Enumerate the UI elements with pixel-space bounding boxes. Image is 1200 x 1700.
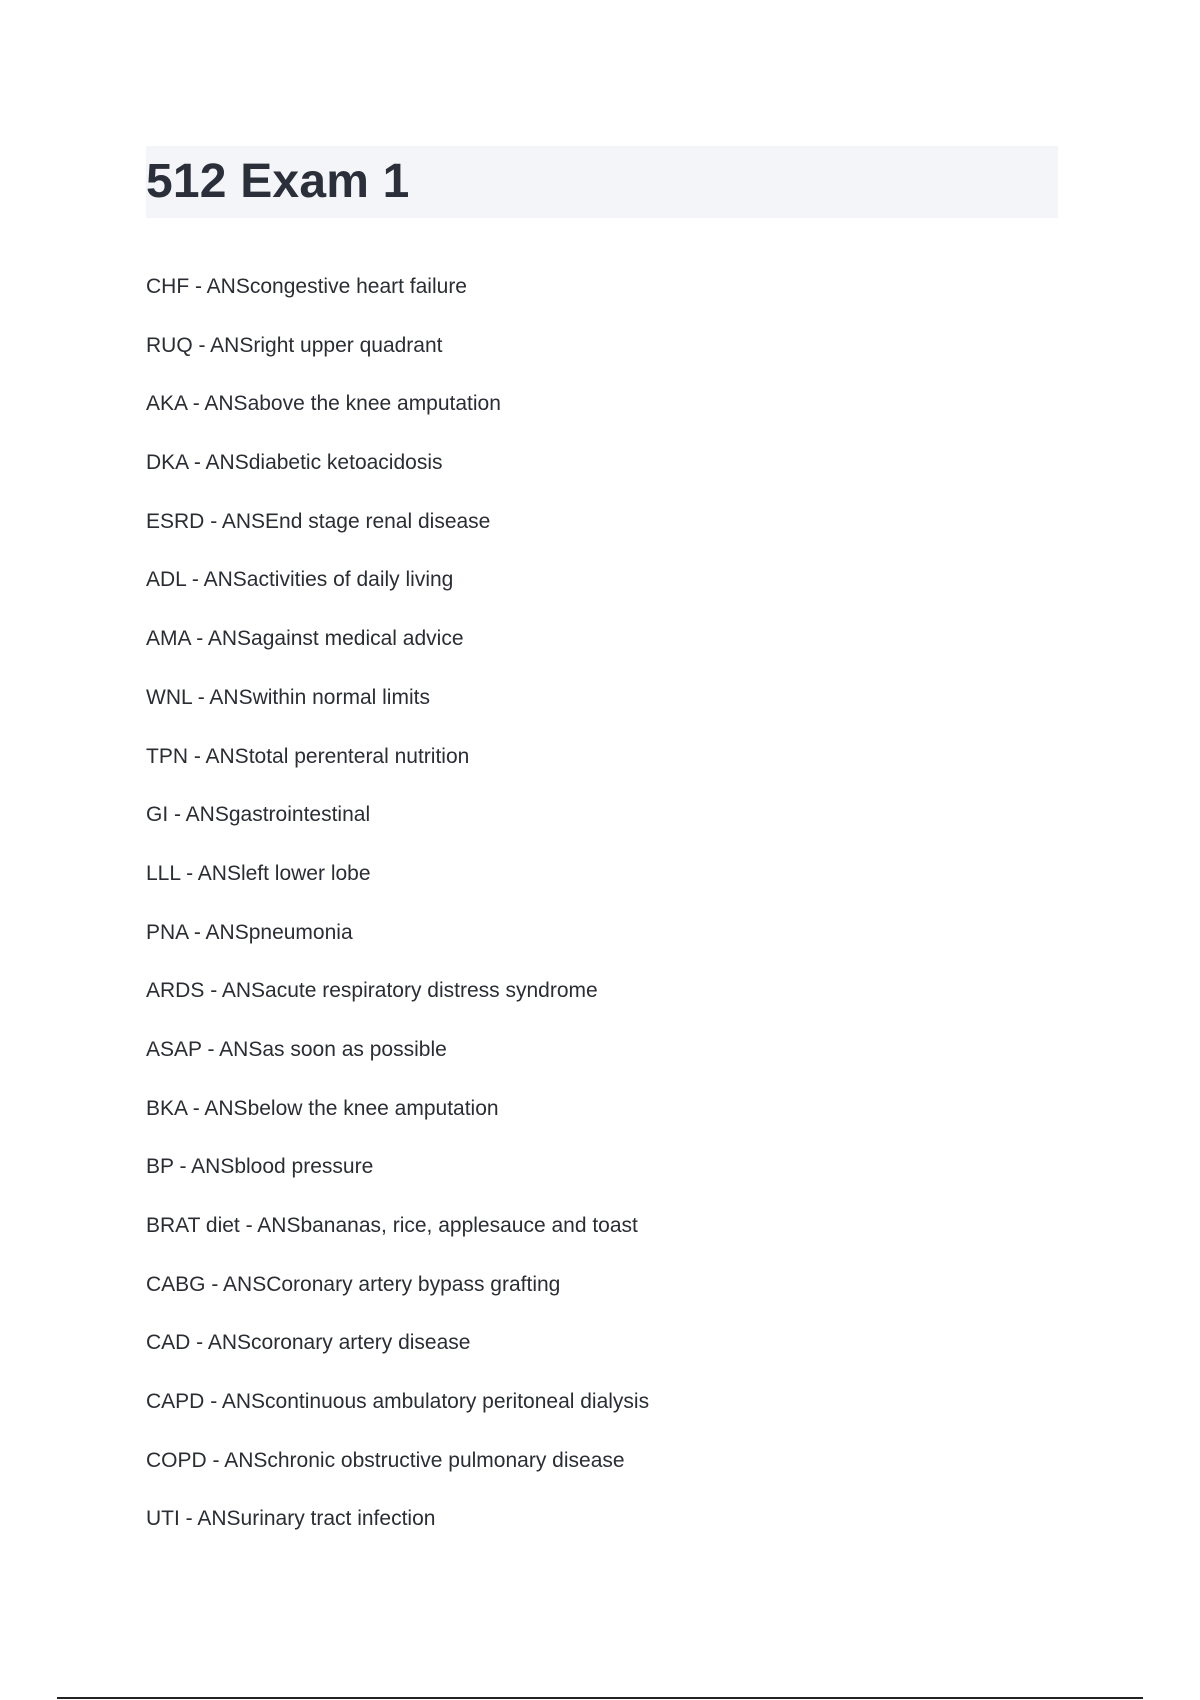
list-item — [146, 1444, 649, 1503]
entry-definition: acute respiratory distress syndrome — [265, 979, 598, 1003]
entry-term: DKA — [146, 451, 189, 475]
entry-separator: - ANS — [180, 861, 241, 885]
entry-separator: - ANS — [206, 1448, 268, 1472]
entry-definition: as soon as possible — [262, 1037, 447, 1061]
entry-term: CAPD — [146, 1390, 205, 1414]
entry-definition: above the knee amputation — [247, 392, 501, 416]
entry-definition: chronic obstructive pulmonary disease — [267, 1448, 625, 1472]
entry-separator: - ANS — [173, 1155, 235, 1179]
entry-term: ASAP — [146, 1037, 202, 1061]
entry-definition: End stage renal disease — [265, 509, 491, 533]
entry-definition: below the knee amputation — [247, 1096, 499, 1120]
entry-term: BP — [146, 1155, 174, 1179]
footer-divider — [57, 1697, 1143, 1699]
list-item — [146, 740, 649, 799]
entry-term: GI — [146, 803, 169, 827]
entry-definition: congestive heart failure — [249, 275, 467, 298]
entry-term: PNA — [146, 920, 189, 944]
list-item — [146, 270, 649, 329]
entry-separator: - ANS — [188, 920, 249, 944]
list-item — [146, 916, 649, 975]
entry-term: BRAT diet — [146, 1214, 240, 1237]
list-item — [146, 1209, 649, 1268]
entry-definition: within normal limits — [252, 685, 430, 709]
entry-term: CHF — [146, 275, 190, 298]
entry-separator: - ANS — [179, 1507, 241, 1531]
entry-definition: urinary tract infection — [240, 1507, 436, 1531]
list-item — [146, 1502, 649, 1561]
list-item — [146, 1326, 649, 1385]
entry-term: BKA — [146, 1096, 187, 1120]
entry-term: COPD — [146, 1448, 207, 1472]
entry-definition: coronary artery disease — [251, 1331, 471, 1355]
entry-definition: right upper quadrant — [253, 333, 443, 357]
flashcard-list — [146, 270, 649, 1561]
entry-definition: Coronary artery bypass grafting — [266, 1272, 561, 1296]
entry-term: ARDS — [146, 979, 205, 1003]
entry-separator: - ANS — [239, 1214, 301, 1237]
list-item — [146, 329, 649, 388]
list-item — [146, 1092, 649, 1151]
list-item — [146, 1385, 649, 1444]
entry-term: CAD — [146, 1331, 191, 1355]
entry-definition: against medical advice — [251, 627, 464, 651]
entry-definition: left lower lobe — [240, 861, 371, 885]
list-item — [146, 681, 649, 740]
list-item — [146, 622, 649, 681]
entry-separator: - ANS — [186, 1096, 248, 1120]
entry-separator: - ANS — [191, 685, 253, 709]
list-item — [146, 857, 649, 916]
entry-definition: gastrointestinal — [228, 803, 371, 827]
list-item — [146, 1150, 649, 1209]
entry-separator: - ANS — [204, 979, 266, 1003]
entry-term: TPN — [146, 744, 188, 768]
entry-separator: - ANS — [204, 509, 266, 533]
entry-term: AKA — [146, 392, 187, 416]
entry-term: UTI — [146, 1507, 180, 1531]
entry-separator: - ANS — [188, 451, 249, 475]
entry-definition: pneumonia — [248, 920, 353, 944]
entry-definition: continuous ambulatory peritoneal dialysis — [265, 1390, 650, 1414]
entry-term: WNL — [146, 685, 192, 709]
list-item — [146, 563, 649, 622]
entry-separator: - ANS — [201, 1037, 263, 1061]
entry-separator: - ANS — [190, 627, 252, 651]
list-item — [146, 974, 649, 1033]
entry-definition: bananas, rice, applesauce and toast — [300, 1214, 638, 1237]
entry-separator: - ANS — [204, 1390, 266, 1414]
entry-separator: - ANS — [186, 392, 248, 416]
list-item — [146, 1033, 649, 1092]
entry-separator: - ANS — [189, 275, 250, 298]
entry-term: RUQ — [146, 333, 193, 357]
entry-definition: total perenteral nutrition — [248, 744, 470, 768]
entry-separator: - ANS — [168, 803, 229, 827]
page-title: 512 Exam 1 — [146, 155, 410, 208]
list-item — [146, 798, 649, 857]
entry-definition: diabetic ketoacidosis — [248, 451, 443, 475]
list-item — [146, 387, 649, 446]
entry-separator: - ANS — [205, 1272, 267, 1296]
entry-separator: - ANS — [192, 333, 254, 357]
entry-separator: - ANS — [186, 568, 247, 592]
entry-definition: activities of daily living — [246, 568, 454, 592]
list-item — [146, 446, 649, 505]
entry-separator: - ANS — [190, 1331, 252, 1355]
entry-term: CABG — [146, 1272, 206, 1296]
entry-term: AMA — [146, 627, 191, 651]
list-item — [146, 505, 649, 564]
entry-term: ESRD — [146, 509, 205, 533]
entry-term: ADL — [146, 568, 187, 592]
entry-definition: blood pressure — [234, 1155, 374, 1179]
list-item — [146, 1268, 649, 1327]
entry-term: LLL — [146, 861, 181, 885]
entry-separator: - ANS — [188, 744, 249, 768]
